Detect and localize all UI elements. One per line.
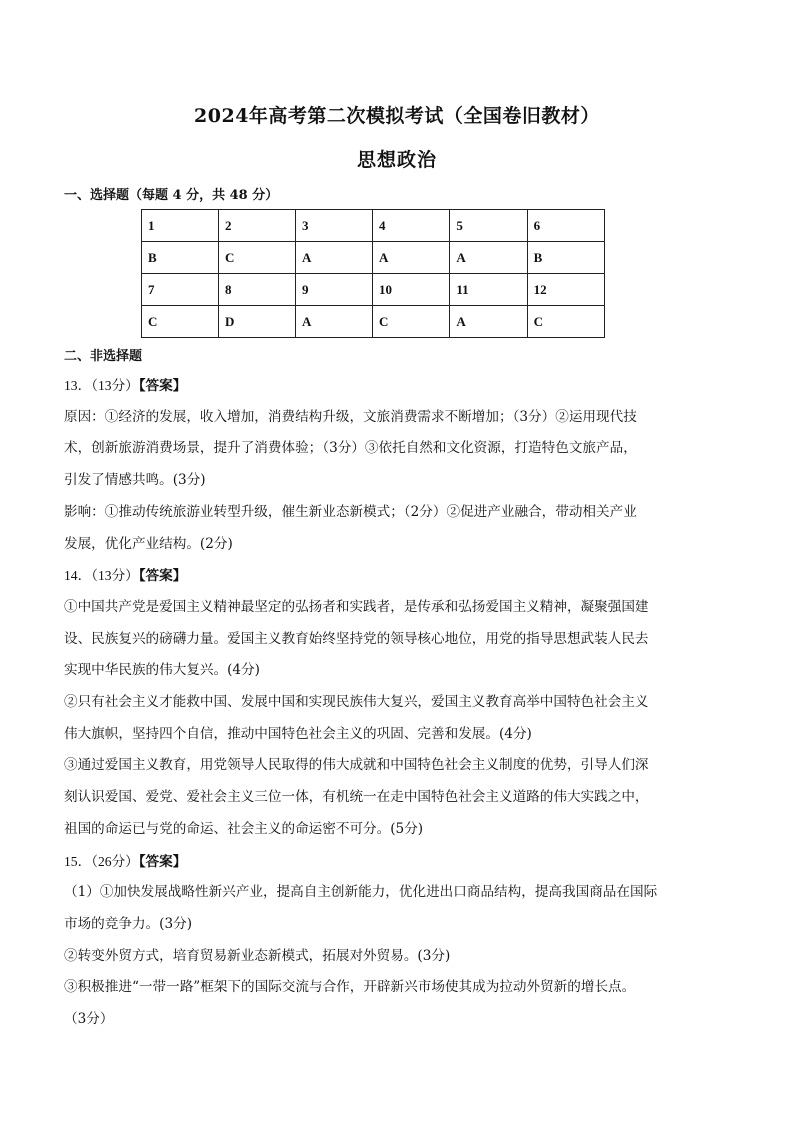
question-score: （13分） — [91, 378, 139, 393]
table-row — [142, 242, 605, 274]
answer-line: 刻认识爱国、爱党、爱社会主义三位一体，有机统一在走中国特色社会主义道路的伟大实践之中， — [64, 789, 649, 806]
answer-line: 引发了情感共鸣。(3分) — [64, 472, 206, 489]
table-row — [142, 306, 605, 338]
answer-table — [141, 209, 605, 338]
question-score: （13分） — [91, 568, 139, 584]
table-cell: 1 — [142, 210, 219, 242]
answer-line: 术，创新旅游消费场景，提升了消费体验；（3分）③依托自然和文化资源，打造特色文旅产品， — [64, 440, 637, 457]
table-row — [142, 274, 605, 306]
table-cell: 11 — [450, 274, 527, 306]
table-cell: 6 — [527, 210, 604, 242]
table-cell: A — [450, 306, 527, 338]
answer-line: ②只有社会主义才能救中国、发展中国和实现民族伟大复兴，爱国主义教育高举中国特色社会主义 — [64, 694, 649, 711]
answer-line: ③积极推进“一带一路”框架下的国际交流与合作，开辟新兴市场使其成为拉动外贸新的增长点。 — [64, 979, 636, 996]
table-cell: 12 — [527, 274, 604, 306]
question-14-heading — [64, 560, 684, 592]
table-row — [142, 210, 605, 242]
answer-label: 【答案】 — [138, 853, 187, 869]
answer-line: ③通过爱国主义教育，用党领导人民取得的伟大成就和中国特色社会主义制度的优势，引导人们深 — [64, 757, 649, 774]
table-cell: 7 — [142, 274, 219, 306]
table-cell: C — [218, 242, 295, 274]
exam-title: 2024年高考第二次模拟考试（全国卷旧教材） — [194, 105, 600, 127]
table-cell: D — [218, 306, 295, 338]
question-number: 15． — [64, 853, 92, 869]
answer-line: ①中国共产党是爱国主义精神最坚定的弘扬者和实践者，是传承和弘扬爱国主义精神，凝聚强国建 — [64, 598, 649, 615]
answer-line: 伟大旗帜，坚持四个自信，推动中国特色社会主义的巩固、完善和发展。(4分) — [64, 725, 532, 742]
question-13-heading — [64, 370, 684, 402]
answer-line: 市场的竞争力。(3分) — [64, 915, 193, 932]
answer-line: 实现中华民族的伟大复兴。(4分) — [64, 662, 260, 679]
section-heading-nonchoice: 二、非选择题 — [64, 349, 143, 364]
table-cell: A — [295, 242, 372, 274]
table-cell: 10 — [372, 274, 449, 306]
table-cell: 8 — [218, 274, 295, 306]
answer-line: （1）①加快发展战略性新兴产业，提高自主创新能力，优化进出口商品结构，提高我国商品在国际 — [64, 884, 658, 901]
answer-line: 祖国的命运已与党的命运、社会主义的命运密不可分。(5分) — [64, 820, 424, 837]
table-cell: A — [450, 242, 527, 274]
table-cell: C — [527, 306, 604, 338]
table-cell: C — [372, 306, 449, 338]
answers-content — [64, 370, 684, 1036]
answer-line: 发展，优化产业结构。(2分) — [64, 535, 233, 552]
answer-line: 设、民族复兴的磅礴力量。爱国主义教育始终坚持党的领导核心地位，用党的指导思想武装人民去 — [64, 630, 649, 647]
table-cell: 2 — [218, 210, 295, 242]
table-cell: 4 — [372, 210, 449, 242]
question-15-heading — [64, 846, 684, 878]
answer-label: 【答案】 — [138, 378, 187, 393]
table-cell: C — [142, 306, 219, 338]
answer-line: 影响：①推动传统旅游业转型升级，催生新业态新模式；（2分）②促进产业融合，带动相关产业 — [64, 503, 637, 520]
answer-line: ②转变外贸方式，培育贸易新业态新模式，拓展对外贸易。(3分) — [64, 947, 451, 964]
question-number: 13． — [64, 378, 92, 393]
table-cell: 5 — [450, 210, 527, 242]
question-number: 14． — [64, 568, 92, 584]
subject-title: 思想政治 — [356, 149, 437, 171]
answer-line: 原因：①经济的发展，收入增加，消费结构升级，文旅消费需求不断增加；（3分）②运用现代技 — [64, 408, 637, 425]
answer-line: （3分） — [64, 1011, 114, 1028]
table-cell: A — [372, 242, 449, 274]
table-cell: 9 — [295, 274, 372, 306]
table-cell: B — [527, 242, 604, 274]
answer-label: 【答案】 — [138, 568, 187, 584]
table-cell: 3 — [295, 210, 372, 242]
question-score: （26分） — [91, 853, 139, 869]
section-heading-choice: 一、选择题（每题 4 分，共 48 分） — [64, 188, 279, 203]
table-cell: B — [142, 242, 219, 274]
table-cell: A — [295, 306, 372, 338]
